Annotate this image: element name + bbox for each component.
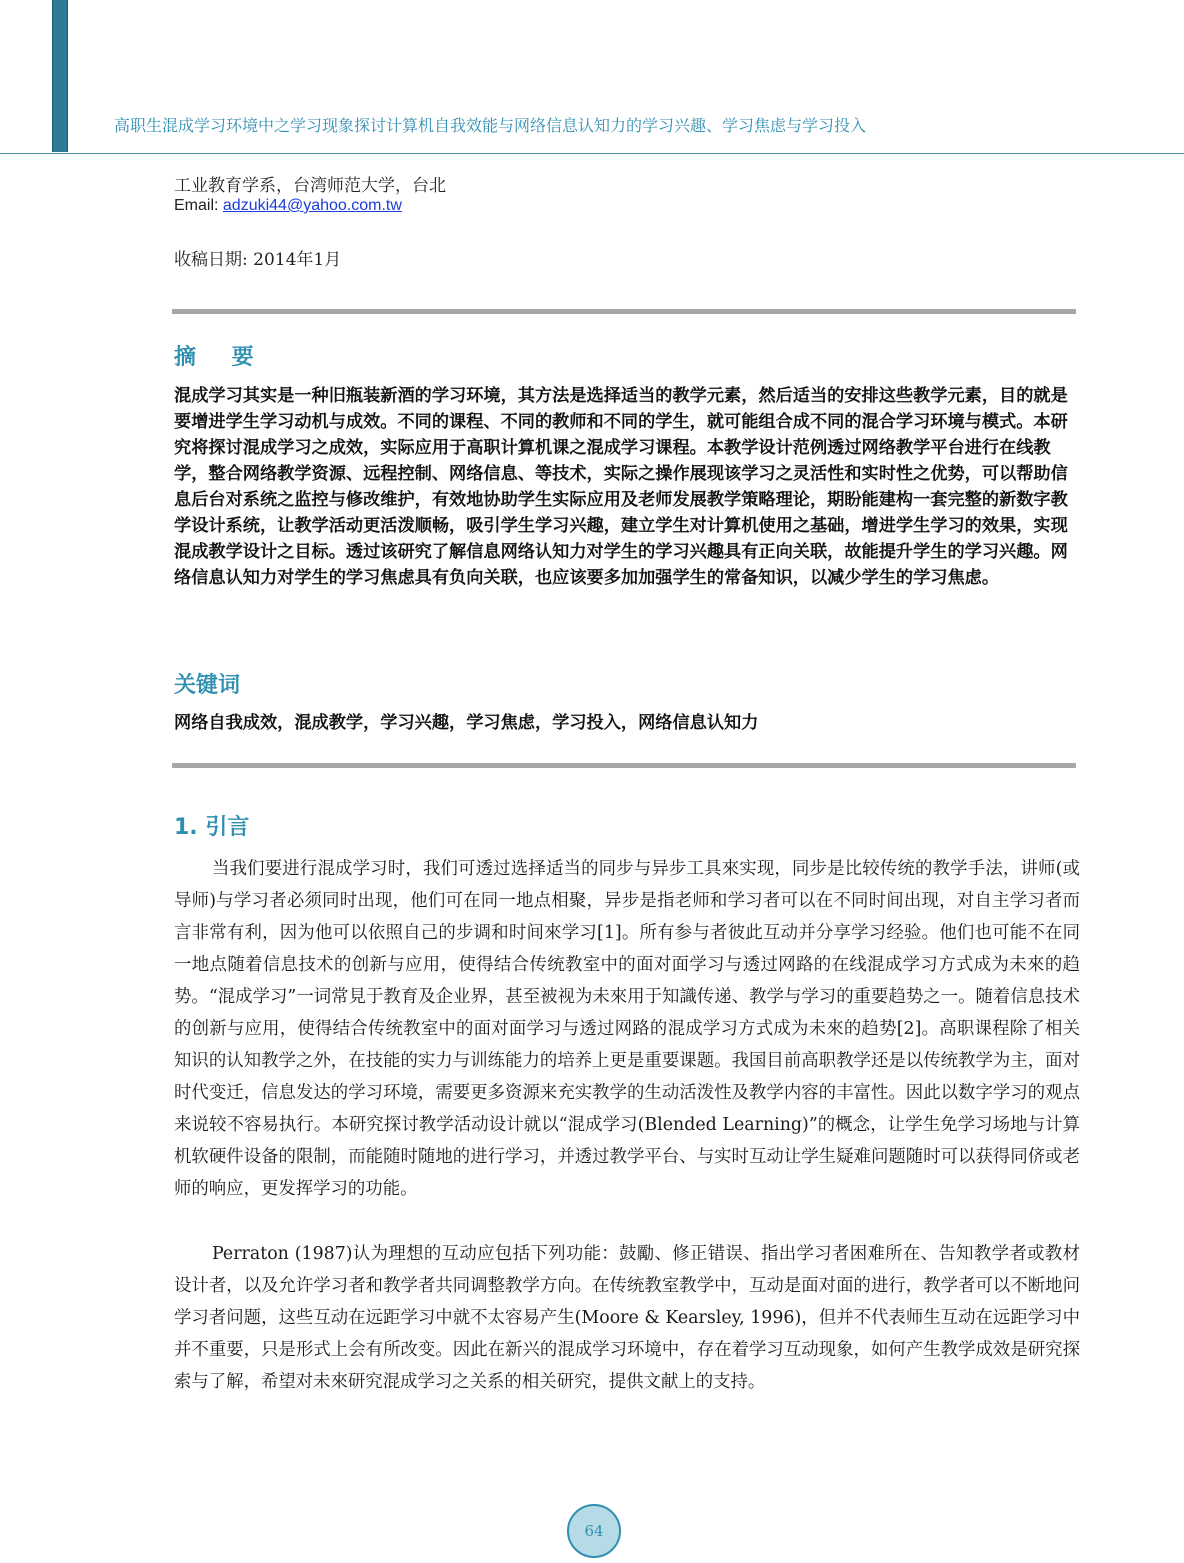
email-label: Email: (174, 197, 223, 214)
author-affiliation: 工业教育学系，台湾师范大学，台北 (174, 176, 446, 196)
intro-paragraph: 当我们要进行混成学习时，我们可透过选择适当的同步与异步工具來实现，同步是比较传统的教学手法，讲师(或导师)与学习者必须同时出现，他们可在同一地点相聚，异步是指老师和学习者可以在不同时间出现，对自主学习者而言非常有利，因为他可以依照自己的步调和时间來学习[1]。所有参与者彼此互动并分享学习经验。他们也可能不在同一地点随着信息技术的创新与应用，使得结合传统教室中的面对面学习与透过网路的在线混成学习方式成为未來的趋势。“混成学习”一词常見于教育及企业界，甚至被视为未來用于知識传递、教学与学习的重要趋势之一。随着信息技术的创新与应用，使得结合传统教室中的面对面学习与透过网路的混成学习方式成为未來的趋势[2]。高职课程除了相关知识的认知教学之外，在技能的实力与训练能力的培养上更是重要课题。我国目前高职教学还是以传统教学为主，面对时代变迁，信息发达的学习环境，需要更多资源来充实教学的生动活泼性及教学内容的丰富性。因此以数字学习的观点来说较不容易执行。本研究探讨教学活动设计就以“混成学习(Blended Learning)”的概念，让学生免学习场地与计算机软硬件设备的限制，而能随时随地的进行学习，并透过教学平台、与实时互动让学生疑难问题随时可以获得同侪或老师的响应，更发挥学习的功能。 (174, 859, 1080, 1199)
page-number: 64 (584, 1522, 604, 1540)
header-divider (0, 153, 1184, 154)
intro-paragraph: Perraton (1987)认为理想的互动应包括下列功能：鼓勵、修正错误、指出学习者困难所在、告知教学者或教材设计者，以及允许学习者和教学者共同调整教学方向。在传统教室教学中，互动是面对面的进行，教学者可以不断地问学习者问题，这些互动在远距学习中就不太容易产生(Moore & Kearsley, 1996)，但并不代表师生互动在远距学习中并不重要，只是形式上会有所改变。因此在新兴的混成学习环境中，存在着学习互动现象，如何产生教学成效是研究探索与了解，希望对未來研究混成学习之关系的相关研究，提供文献上的支持。 (174, 1244, 1080, 1392)
header-accent-bar (52, 0, 68, 152)
abstract-top-rule (172, 309, 1076, 314)
intro-heading: 1. 引言 (174, 815, 250, 840)
received-date: 收稿日期: 2014年1月 (174, 250, 342, 270)
running-header-title: 高职生混成学习环境中之学习现象探讨计算机自我效能与网络信息认知力的学习兴趣、学习焦虑与学习投入 (114, 116, 867, 135)
author-email-line (174, 197, 402, 215)
keywords-heading: 关键词 (174, 673, 241, 698)
abstract-bottom-rule (172, 763, 1076, 768)
keywords-text: 网络自我成效，混成教学，学习兴趣，学习焦虑，学习投入，网络信息认知力 (174, 713, 759, 733)
email-link[interactable]: adzuki44@yahoo.com.tw (222, 197, 402, 214)
abstract-heading: 摘 要 (174, 345, 268, 370)
abstract-text: 混成学习其实是一种旧瓶装新酒的学习环境，其方法是选择适当的教学元素，然后适当的安排这些教学元素，目的就是要增进学生学习动机与成效。不同的课程、不同的教师和不同的学生，就可能组合成不同的混合学习环境与模式。本研究将探讨混成学习之成效，实际应用于高职计算机课之混成学习课程。本教学设计范例透过网络教学平台进行在线教学，整合网络教学资源、远程控制、网络信息、等技术，实际之操作展现该学习之灵活性和实时性之优势，可以帮助信息后台对系统之监控与修改维护，有效地协助学生实际应用及老师发展教学策略理论，期盼能建构一套完整的新数字教学设计系统，让教学活动更活泼顺畅，吸引学生学习兴趣，建立学生对计算机使用之基础，增进学生学习的效果，实现混成教学设计之目标。透过该研究了解信息网络认知力对学生的学习兴趣具有正向关联，故能提升学生的学习兴趣。网络信息认知力对学生的学习焦虑具有负向关联，也应该要多加加强学生的常备知识，以减少学生的学习焦虑。 (174, 386, 1068, 588)
page-number-badge (567, 1504, 621, 1558)
